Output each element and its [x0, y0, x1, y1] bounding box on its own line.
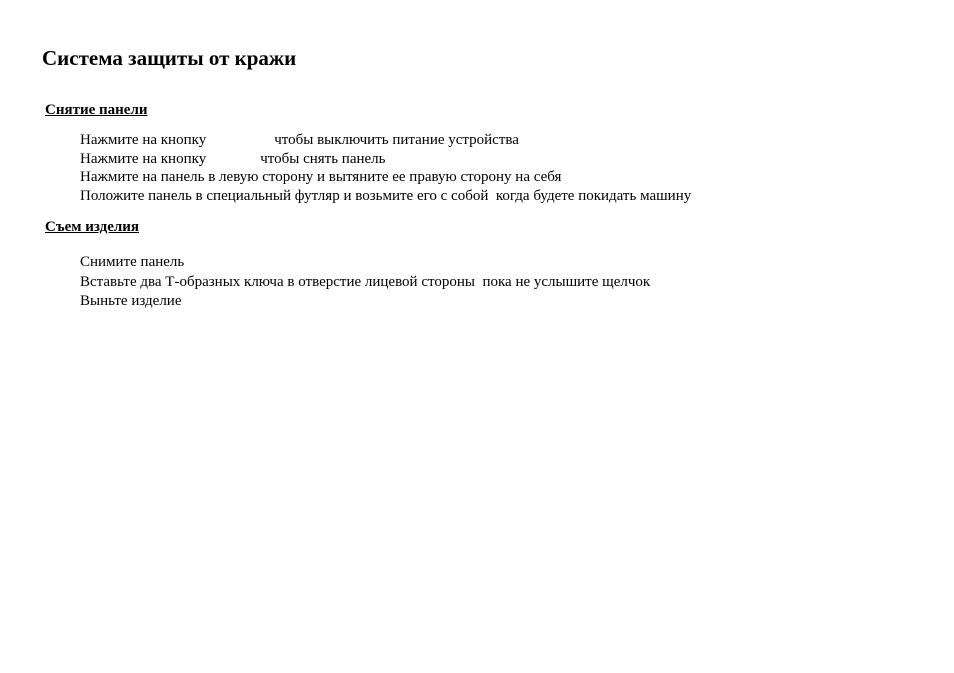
list-item: Положите панель в специальный футляр и возьмите его с собой когда будете покидать машину	[80, 187, 692, 204]
step-text: чтобы выключить питание устройства	[274, 132, 519, 148]
panel-removal-steps	[80, 131, 691, 205]
section-heading-panel-removal: Снятие панели	[45, 102, 148, 118]
list-item	[80, 131, 691, 150]
step-text: Нажмите на кнопку	[80, 132, 207, 148]
list-item: Снимите панель	[80, 254, 185, 270]
unit-removal-steps	[80, 253, 650, 312]
step-text: Нажмите на кнопку	[80, 150, 207, 167]
list-item: Вставьте два Т-образных ключа в отверстие лицевой стороны пока не услышите щелчок	[80, 273, 651, 290]
section-heading-unit-removal: Съем изделия	[45, 219, 140, 235]
step-text: чтобы снять панель	[260, 150, 386, 167]
list-item: Выньте изделие	[80, 293, 182, 309]
page-title: Система защиты от кражи	[42, 46, 297, 70]
list-item	[80, 150, 691, 169]
list-item: Нажмите на панель в левую сторону и вытяните ее правую сторону на себя	[80, 169, 562, 185]
